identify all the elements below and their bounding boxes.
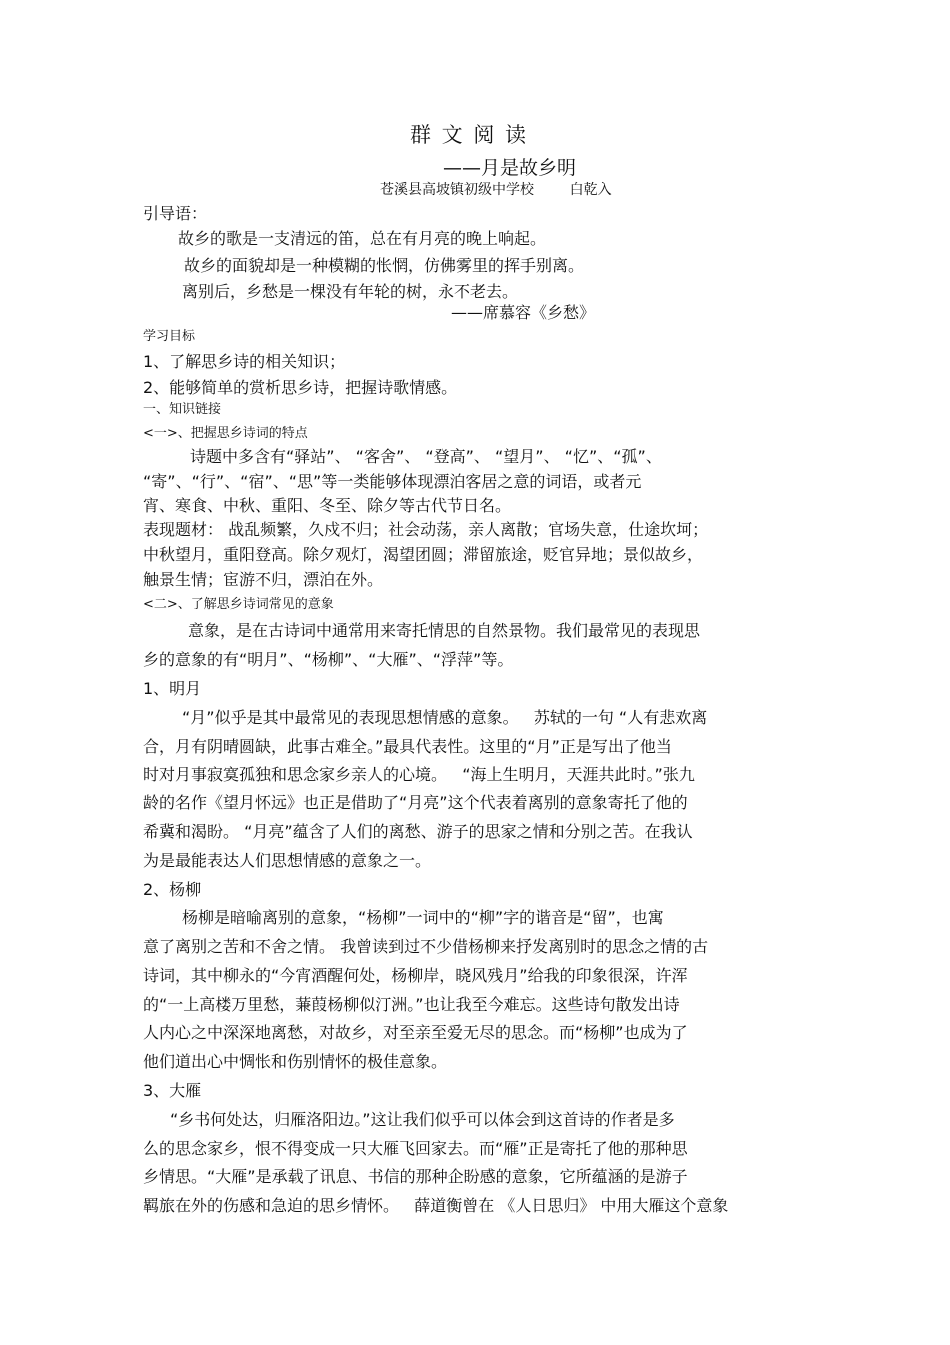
section-moon-line: 龄的名作《望月怀远》也正是借助了“月亮”这个代表着离别的意象寄托了他的 (143, 793, 688, 812)
knowledge-part2-heading: <二>、了解思乡诗词常见的意象 (143, 597, 334, 612)
section-willow-line: 人内心之中深深地离愁，对故乡，对至亲至爱无尽的思念。而“杨柳”也成为了 (143, 1023, 688, 1042)
section-goose-line: “乡书何处达，归雁洛阳边。”这让我们似乎可以体会到这首诗的作者是多 (170, 1110, 675, 1129)
goal-item: 1、了解思乡诗的相关知识； (143, 352, 346, 371)
section-goose-line: 么的思念家乡，恨不得变成一只大雁飞回家去。而“雁”正是寄托了他的那种思 (143, 1139, 688, 1158)
goals-heading: 学习目标 (143, 329, 196, 344)
author-line: 苍溪县高坡镇初级中学校 白乾入 (380, 182, 612, 198)
intro-source: ——席慕容《乡愁》 (451, 303, 596, 322)
section-moon-line: “月”似乎是其中最常见的表现思想情感的意象。 苏轼的一句 “人有悲欢离 (182, 708, 708, 727)
page-title: 群 文 阅 读 (410, 123, 529, 147)
section-willow-line: 他们道出心中惆怅和伤别情怀的极佳意象。 (143, 1052, 448, 1071)
knowledge-part1-line: 表现题材： 战乱频繁，久戍不归；社会动荡，亲人离散；官场失意，仕途坎坷； (143, 520, 709, 539)
section-goose-line: 羁旅在外的伤感和急迫的思乡情怀。 薛道衡曾在 《人日思归》 中用大雁这个意象 (143, 1196, 729, 1215)
knowledge-part1-heading: <一>、把握思乡诗词的特点 (143, 426, 308, 441)
knowledge-part2-line: 意象，是在古诗词中通常用来寄托情思的自然景物。我们最常见的表现思 (188, 621, 701, 640)
section-heading-willow: 2、杨柳 (143, 880, 202, 899)
section-moon-line: 希冀和渴盼。 “月亮”蕴含了人们的离愁、游子的思家之情和分别之苦。在我认 (143, 822, 693, 841)
section-moon-line: 合，月有阴晴圆缺，此事古难全。”最具代表性。这里的“月”正是写出了他当 (143, 737, 672, 756)
goal-item: 2、能够简单的赏析思乡诗，把握诗歌情感。 (143, 378, 458, 397)
knowledge-part1-line: “寄”、“行”、“宿”、“思”等一类能够体现漂泊客居之意的词语，或者元 (143, 472, 642, 491)
section-willow-line: 意了离别之苦和不舍之情。 我曾读到过不少借杨柳来抒发离别时的思念之情的古 (143, 937, 709, 956)
section-moon-line: 时对月事寂寞孤独和思念家乡亲人的心境。 “海上生明月，天涯共此时。”张九 (143, 765, 695, 784)
section-goose-line: 乡情思。“大雁”是承载了讯息、书信的那种企盼感的意象，它所蕴涵的是游子 (143, 1167, 688, 1186)
intro-line: 离别后，乡愁是一棵没有年轮的树，永不老去。 (182, 282, 519, 301)
intro-line: 故乡的面貌却是一种模糊的怅惘，仿佛雾里的挥手别离。 (184, 256, 585, 275)
knowledge-part1-line: 中秋望月，重阳登高。除夕观灯，渴望团圆；滞留旅途，贬官异地；景似故乡， (143, 545, 704, 564)
section-moon-line: 为是最能表达人们思想情感的意象之一。 (143, 851, 432, 870)
section-willow-line: 诗词，其中柳永的“今宵酒醒何处，杨柳岸，晓风残月”给我的印象很深，许浑 (143, 966, 688, 985)
knowledge-part2-line: 乡的意象的有“明月”、“杨柳”、“大雁”、“浮萍”等。 (143, 650, 514, 669)
section-willow-line: 杨柳是暗喻离别的意象，“杨柳”一词中的“柳”字的谐音是“留”，也寓 (182, 908, 664, 927)
section-heading-moon: 1、明月 (143, 679, 202, 698)
section-willow-line: 的“一上高楼万里愁，蒹葭杨柳似汀洲。”也让我至今难忘。这些诗句散发出诗 (143, 995, 680, 1014)
knowledge-part1-line: 诗题中多含有“驿站”、 “客舍”、 “登高”、 “望月”、 “忆”、“孤”、 (190, 447, 662, 466)
knowledge-part1-line: 宵、寒食、中秋、重阳、冬至、除夕等古代节日名。 (143, 496, 512, 515)
section-heading-goose: 3、大雁 (143, 1081, 202, 1100)
knowledge-part1-line: 触景生情；宦游不归，漂泊在外。 (143, 570, 384, 589)
intro-line: 故乡的歌是一支清远的笛，总在有月亮的晚上响起。 (178, 229, 547, 248)
page-subtitle: ——月是故乡明 (443, 157, 577, 179)
intro-label: 引导语： (143, 204, 208, 223)
knowledge-heading: 一、知识链接 (143, 402, 222, 417)
